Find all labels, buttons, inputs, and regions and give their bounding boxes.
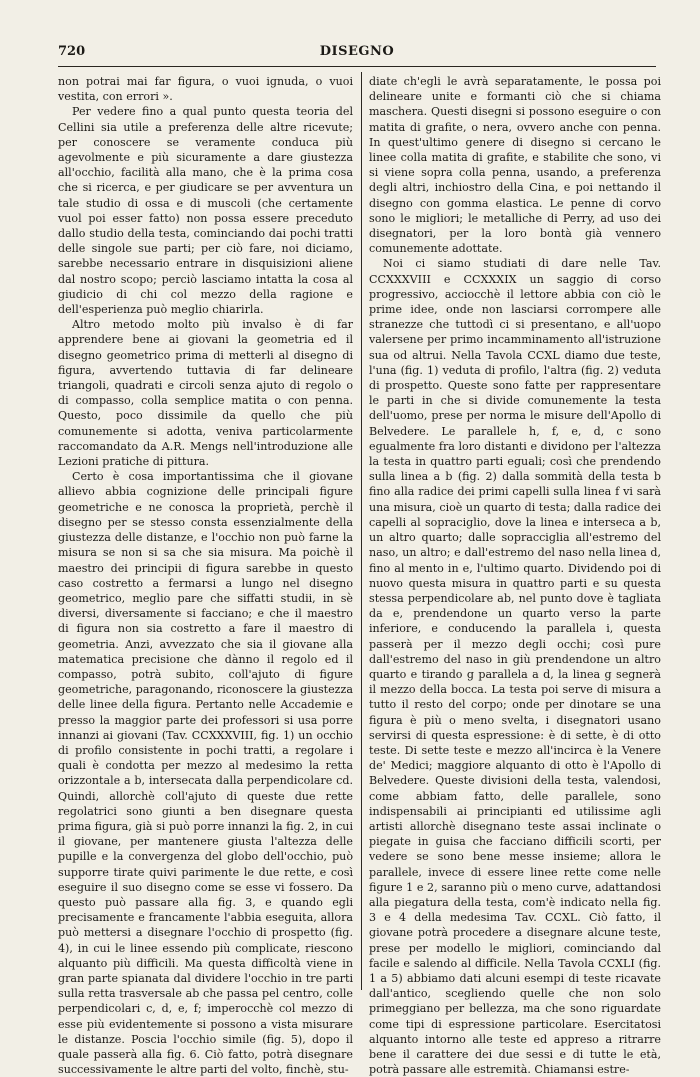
page-number: 720 [58,44,86,59]
paragraph: non potrai mai far figura, o vuoi ignuda, o vuoi vestita, con errori ». [58,75,353,104]
page-header [58,44,656,66]
right-column [369,74,661,1077]
paragraph: Per vedere fino a qual punto questa teoria del Cellini sia utile a preferenza delle altre ricevute; per conoscere se veramente conduca più agevolmente e più sicuramente a dare giustezza all'occhio, facilità alla mano, che è la prima cosa che si ricerca, e per giudicare se per avventura un tale studio di ossa e di muscoli (che certamente vuol poi esser fatto) non possa essere preceduto dallo studio della testa, cominciando dai pochi tratti delle singole sue parti; per ciò fare, noi diciamo, sarebbe necessario entrare in disquisizioni aliene dal nostro scopo; perciò lasciamo intatta la cosa al giudicio di chi col mezzo della ragione e dell'esperienza può meglio chiarirla. [58,105,353,317]
paragraph: Certo è cosa importantissima che il giovane allievo abbia cognizione delle principali figure geometriche e ne conosca la proprietà, perchè il disegno per se stesso consta essenzialmente della giustezza delle distanze, e l'occhio non può farne la misura se non si sa che sia misura. Ma poichè il maestro dei principii di figura sarebbe in questo caso costretto a fermarsi a lungo nel disegno geometrico, meglio pare che siffatti studii, in sè diversi, diversamente si facciano; e che il maestro di figura non sia costretto a fare il maestro di geometria. Anzi, avvezzato che sia il giovane alla matematica precisione che dànno il regolo ed il compasso, potrà subito, coll'ajuto di figure geometriche, paragonando, riconoscere la giustezza delle linee della figura. Pertanto nelle Accademie e presso la maggior parte dei professori si usa porre innanzi ai giovani (Tav. CCXXXVIII, fig. 1) un occhio di profilo consistente in pochi tratti, a regolare i quali è condotta per mezzo al medesimo la retta orizzontale a b, intersecata dalla perpendicolare cd. Quindi, allorchè coll'ajuto di queste due rette regolatrici sono giunti a ben disegnare questa prima figura, già si può porre innanzi la fig. 2, in cui il giovane, per mantenere giusta l'altezza delle pupille e la convergenza del globo dell'occhio, può supporre tirate quivi parimente le due rette, e così eseguire il suo disegno come se esse vi fossero. Da questo può passare alla fig. 3, e quando egli precisamente e francamente l'abbia eseguita, allora può mettersi a disegnare l'occhio di prospetto (fig. 4), in cui le linee essendo più complicate, riescono alquanto più difficili. Ma questa difficoltà viene in gran parte spianata dal dividere l'occhio in tre parti sulla retta trasversale ab che passa pel centro, colle perpendicolari c, d, e, f; imperocchè col mezzo di esse più evidentemente si possono a vista misurare le distanze. Poscia l'occhio simile (fig. 5), dopo il quale passerà alla fig. 6. Ciò fatto, potrà disegnare successivamente le altre parti del volto, finchè, stu- [58,470,353,1077]
paragraph: Altro metodo molto più invalso è di far apprendere bene ai giovani la geometria ed il disegno geometrico prima di metterli al disegno di figura, avvertendo tuttavia di far delineare triangoli, quadrati e circoli senza ajuto di regolo o di compasso, colla semplice matita o con penna. Questo, poco dissimile da quello che più comunemente si adotta, veniva particolarmente raccomandato da A.R. Mengs nell'introduzione alle Lezioni pratiche di pittura. [58,318,353,469]
column-divider [361,72,362,990]
paragraph: diate ch'egli le avrà separatamente, le possa poi delineare unite e formanti ciò che si chiama maschera. Questi disegni si possono eseguire o con matita di grafite, o nera, ovvero anche con penna. In quest'ultimo genere di disegno si cercano le linee colla matita di grafite, e stabilite che sono, vi si viene sopra colla penna, usando, a preferenza degli altri, inchiostro della Cina, e poi nettando il disegno con gomma elastica. Le penne di corvo sono le migliori; le metalliche di Perry, ad uso dei disegnatori, per la loro bontà già vennero comunemente adottate. [369,75,661,256]
running-title: DISEGNO [319,44,395,59]
header-rule [58,66,656,67]
left-column [58,74,353,1077]
paragraph: Noi ci siamo studiati di dare nelle Tav. CCXXXVIII e CCXXXIX un saggio di corso progressivo, acciocchè il lettore abbia con ciò le prime idee, onde non lasciarsi corrompere alle stranezze che tuttodì ci si presentano, e all'uopo valersene per primo incamminamento all'istruzione sua od altrui. Nella Tavola CCXL diamo due teste, l'una (fig. 1) veduta di profilo, l'altra (fig. 2) veduta di prospetto. Queste sono fatte per rappresentare le parti in che si divide comunemente la testa dell'uomo, prese per norma le misure dell'Apollo di Belvedere. Le parallele h, f, e, d, c sono egualmente fra loro distanti e dividono per l'altezza la testa in quattro parti eguali; così che prendendo sulla linea a b (fig. 2) dalla sommità della testa b fino alla radice dei primi capelli sulla linea f vi sarà una misura, cioè un quarto di testa; dalla radice dei capelli al sopraciglio, dove la linea e interseca a b, un altro quarto; dalle sopracciglia all'estremo del naso, un altro; e dall'estremo del naso nella linea d, fino al mento in e, l'ultimo quarto. Dividendo poi di nuovo questa misura in quattro parti e su questa stessa perpendicolare ab, nel punto dove è tagliata da e, prendendone un quarto verso la parte inferiore, e conducendo la parallela i, questa passerà per il mezzo degli occhi; così pure dall'estremo del naso in giù prendendone un altro quarto e tirando g parallela a d, la linea g segnerà il mezzo della bocca. La testa poi serve di misura a tutto il resto del corpo; onde per dinotare se una figura è più o meno svelta, i disegnatori usano servirsi di questa espressione: è di sette, è di otto teste. Di sette teste e mezzo all'incirca è la Venere de' Medici; maggiore alquanto di otto è l'Apollo di Belvedere. Queste divisioni della testa, valendosi, come abbiam fatto, delle parallele, sono indispensabili ai principianti ed utilissime agli artisti allorchè disegnano teste assai inclinate o piegate in guisa che facciano difficili scorti, per vedere se sono bene messe insieme; allora le parallele, invece di essere linee rette come nelle figure 1 e 2, saranno più o meno curve, adattandosi alla piegatura della testa, com'è indicato nella fig. 3 e 4 della medesima Tav. CCXL. Ciò fatto, il giovane potrà procedere a disegnare alcune teste, prese per modello le migliori, cominciando dal facile e salendo al difficile. Nella Tavola CCXLI (fig. 1 a 5) abbiamo dati alcuni esempi di teste ricavate dall'antico, scegliendo quelle che non solo primeggiano per bellezza, ma che sono riguardate come tipi di espressione particolare. Esercitatosi alquanto intorno alle teste ed appreso a ritrarre bene il carattere dei due sessi e di tutte le età, potrà passare alle estremità. Chiamansi estre- [369,257,661,1077]
